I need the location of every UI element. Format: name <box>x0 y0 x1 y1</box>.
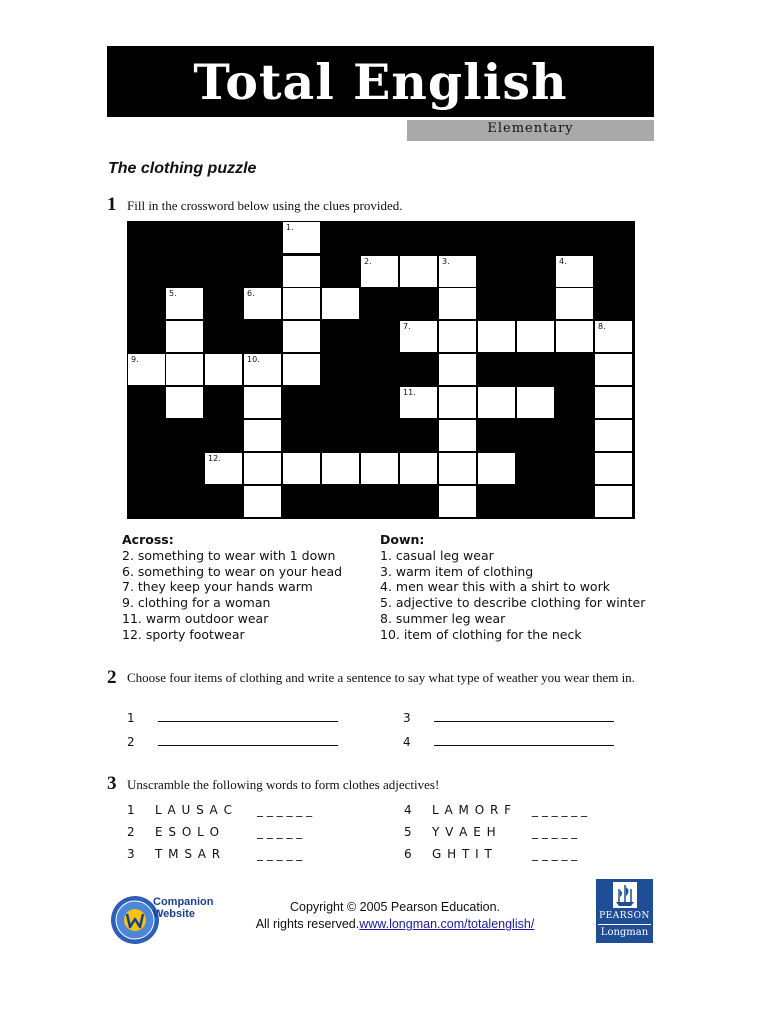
crossword-cell[interactable] <box>439 420 476 451</box>
crossword-cell[interactable] <box>439 486 476 517</box>
crossword-cell[interactable] <box>400 387 437 418</box>
crossword-cell[interactable] <box>205 354 242 385</box>
rights-line <box>230 916 560 933</box>
clue-item: 1. casual leg wear <box>380 547 494 563</box>
header-banner <box>107 46 654 117</box>
copyright-notice <box>230 899 560 933</box>
crossword-cell[interactable] <box>517 321 554 352</box>
crossword-cell[interactable] <box>361 256 398 287</box>
clue-number: 9. <box>131 355 139 364</box>
publisher-name: PEARSON <box>599 911 650 921</box>
crossword-cell[interactable] <box>595 354 632 385</box>
unscramble-row <box>404 803 587 817</box>
item-number: 1 <box>127 711 135 725</box>
crossword-grid <box>127 221 635 519</box>
clue-item: 7. they keep your hands warm <box>122 579 313 595</box>
item-number: 2 <box>127 825 135 839</box>
clue-number: 2. <box>364 257 372 266</box>
clue-number: 8. <box>598 322 606 331</box>
clue-item: 8. summer leg wear <box>380 610 506 626</box>
item-number: 3 <box>127 847 135 861</box>
clue-item: 3. warm item of clothing <box>380 563 534 579</box>
across-clues <box>122 532 342 643</box>
crossword-cell[interactable] <box>244 288 281 319</box>
clue-number: 1. <box>286 223 294 232</box>
unscramble-row <box>404 825 577 839</box>
clue-item: 5. adjective to describe clothing for winter <box>380 595 646 611</box>
q2-number: 2 <box>107 667 117 688</box>
answer-row <box>403 711 614 725</box>
publisher-imprint: Longman <box>600 927 649 938</box>
crossword-cell[interactable] <box>556 288 593 319</box>
page-title: The clothing puzzle <box>108 160 257 177</box>
answer-blank[interactable]: _ _ _ _ _ <box>532 847 578 861</box>
crossword-cell[interactable] <box>244 387 281 418</box>
scrambled-word: T M S A R <box>155 847 222 861</box>
crossword-cell[interactable] <box>400 256 437 287</box>
q3-number: 3 <box>107 773 117 794</box>
scrambled-word: E S O L O <box>155 825 221 839</box>
crossword-cell[interactable] <box>283 256 320 287</box>
ship-icon <box>613 882 637 908</box>
crossword-cell[interactable] <box>439 453 476 484</box>
item-number: 4 <box>403 735 411 749</box>
item-number: 2 <box>127 735 135 749</box>
crossword-cell[interactable] <box>439 321 476 352</box>
answer-blank[interactable]: _ _ _ _ _ <box>532 825 578 839</box>
crossword-cell[interactable] <box>166 321 203 352</box>
crossword-cell[interactable] <box>556 256 593 287</box>
crossword-cell[interactable] <box>166 354 203 385</box>
crossword-cell[interactable] <box>128 354 165 385</box>
answer-row <box>127 735 338 749</box>
clue-number: 5. <box>169 289 177 298</box>
crossword-cell[interactable] <box>595 387 632 418</box>
unscramble-row <box>404 847 577 861</box>
crossword-cell[interactable] <box>439 387 476 418</box>
clue-item: 11. warm outdoor wear <box>122 610 269 626</box>
companion-label: Companion <box>153 896 214 908</box>
crossword-cell[interactable] <box>439 256 476 287</box>
item-number: 6 <box>404 847 412 861</box>
crossword-cell[interactable] <box>478 387 515 418</box>
across-title: Across: <box>122 532 174 547</box>
answer-line[interactable] <box>434 735 614 746</box>
crossword-cell[interactable] <box>517 387 554 418</box>
answer-line[interactable] <box>158 711 338 722</box>
scrambled-word: G H T I T <box>432 847 493 861</box>
crossword-cell[interactable] <box>595 420 632 451</box>
level-label: Elementary <box>487 121 574 136</box>
unscramble-row <box>127 825 302 839</box>
clue-item: 9. clothing for a woman <box>122 595 271 611</box>
level-bar <box>407 120 654 141</box>
website-label: Website <box>153 908 195 920</box>
clue-number: 12. <box>208 454 221 463</box>
q1-instruction: Fill in the crossword below using the clues provided. <box>127 198 403 213</box>
q3-instruction: Unscramble the following words to form clothes adjectives! <box>127 777 440 792</box>
crossword-cell[interactable] <box>283 453 320 484</box>
item-number: 1 <box>127 803 135 817</box>
scrambled-word: L A M O R F <box>432 803 513 817</box>
crossword-cell[interactable] <box>556 321 593 352</box>
logo-divider <box>598 924 651 925</box>
crossword-cell[interactable] <box>439 288 476 319</box>
website-link[interactable]: www.longman.com/totalenglish/ <box>359 917 535 931</box>
answer-blank[interactable]: _ _ _ _ _ <box>257 847 303 861</box>
crossword-cell[interactable] <box>478 453 515 484</box>
clue-item: 4. men wear this with a shirt to work <box>380 579 610 595</box>
crossword-cell[interactable] <box>361 453 398 484</box>
companion-website-label[interactable] <box>153 896 214 920</box>
pearson-longman-logo <box>596 879 653 943</box>
crossword-cell[interactable] <box>166 387 203 418</box>
clue-number: 10. <box>247 355 260 364</box>
item-number: 4 <box>404 803 412 817</box>
clue-item: 12. sporty footwear <box>122 626 245 642</box>
rights-text: All rights reserved. <box>255 917 360 931</box>
clue-number: 4. <box>559 257 567 266</box>
crossword-cell[interactable] <box>244 486 281 517</box>
copyright-text: Copyright © 2005 Pearson Education. <box>289 900 501 914</box>
scrambled-word: Y V A E H <box>432 825 497 839</box>
crossword-cell[interactable] <box>283 321 320 352</box>
crossword-cell[interactable] <box>478 321 515 352</box>
item-number: 3 <box>403 711 411 725</box>
answer-line[interactable] <box>158 735 338 746</box>
crossword-cell[interactable] <box>595 486 632 517</box>
clue-number: 11. <box>403 388 416 397</box>
answer-line[interactable] <box>434 711 614 722</box>
clue-number: 7. <box>403 322 411 331</box>
unscramble-row <box>127 803 312 817</box>
crossword-cell[interactable] <box>595 453 632 484</box>
crossword-cell[interactable] <box>244 420 281 451</box>
answer-blank[interactable]: _ _ _ _ _ _ <box>532 803 588 817</box>
crossword-cell[interactable] <box>400 453 437 484</box>
clue-item: 2. something to wear with 1 down <box>122 547 336 563</box>
crossword-cell[interactable] <box>322 288 359 319</box>
answer-blank[interactable]: _ _ _ _ _ <box>257 825 303 839</box>
answer-row <box>127 711 338 725</box>
clue-number: 6. <box>247 289 255 298</box>
clue-number: 3. <box>442 257 450 266</box>
crossword-cell[interactable] <box>244 453 281 484</box>
crossword-cell[interactable] <box>244 354 281 385</box>
answer-blank[interactable]: _ _ _ _ _ _ <box>257 803 313 817</box>
crossword-cell[interactable] <box>439 354 476 385</box>
scrambled-word: L A U S A C <box>155 803 233 817</box>
q2-instruction: Choose four items of clothing and write a sentence to say what type of weather you wear them in. <box>127 670 635 685</box>
item-number: 5 <box>404 825 412 839</box>
crossword-cell[interactable] <box>400 321 437 352</box>
crossword-cell[interactable] <box>283 288 320 319</box>
crossword-cell[interactable] <box>595 321 632 352</box>
crossword-cell[interactable] <box>322 453 359 484</box>
clue-item: 10. item of clothing for the neck <box>380 626 582 642</box>
down-title: Down: <box>380 532 425 547</box>
q1-number: 1 <box>107 194 117 215</box>
crossword-cell[interactable] <box>283 354 320 385</box>
unscramble-row <box>127 847 302 861</box>
crossword-cell[interactable] <box>205 453 242 484</box>
clue-item: 6. something to wear on your head <box>122 563 343 579</box>
down-clues <box>380 532 645 643</box>
header-title: Total English <box>193 53 568 111</box>
crossword-cell[interactable] <box>166 288 203 319</box>
answer-row <box>403 735 614 749</box>
crossword-cell[interactable] <box>283 222 320 253</box>
